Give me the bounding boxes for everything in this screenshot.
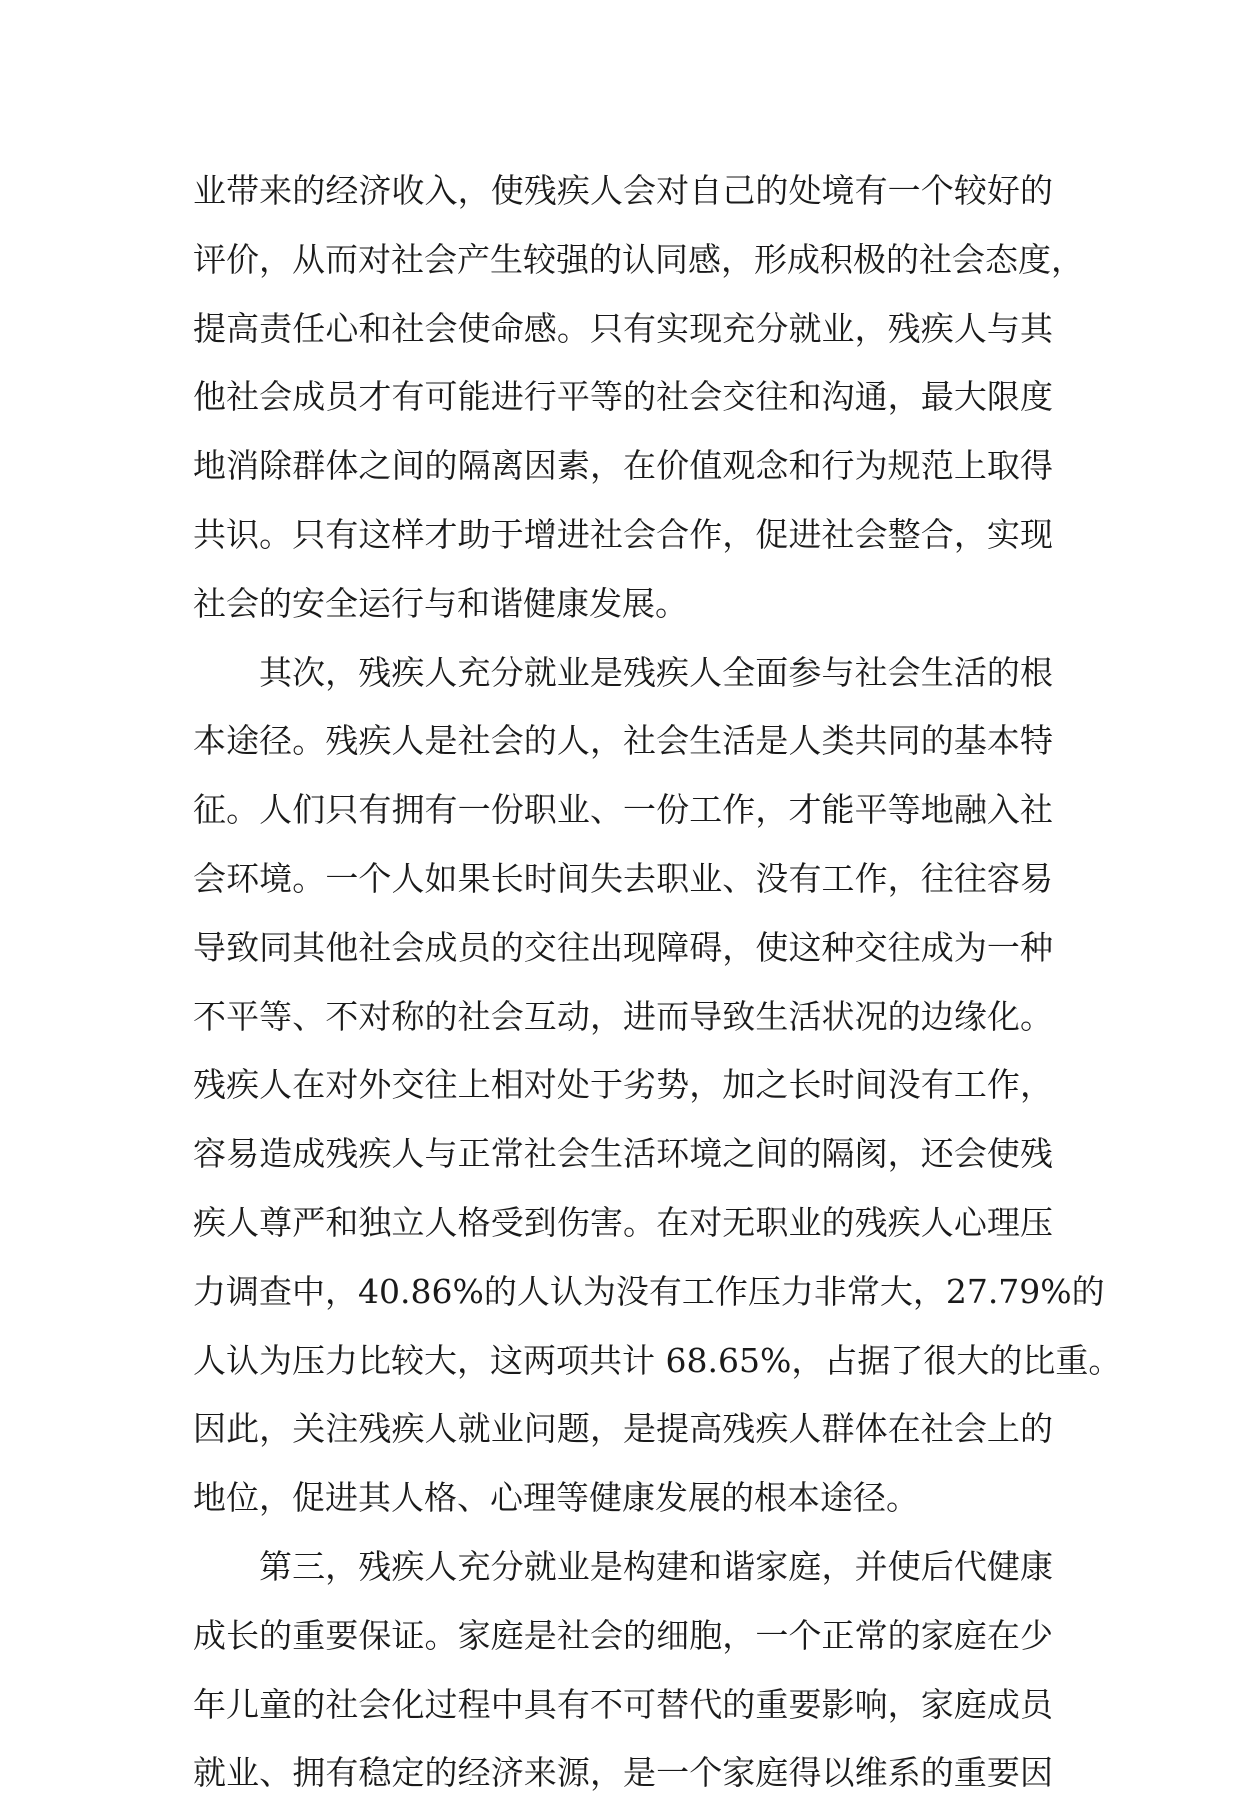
text-line: 评价，从而对社会产生较强的认同感，形成积极的社会态度，: [193, 239, 1084, 279]
body-text: [193, 157, 1122, 1808]
text-line: 导致同其他社会成员的交往出现障碍，使这种交往成为一种: [193, 927, 1053, 967]
text-line: 容易造成残疾人与正常社会生活环境之间的隔阂，还会使残: [193, 1134, 1053, 1174]
text-line: 就业、拥有稳定的经济来源，是一个家庭得以维系的重要因: [193, 1753, 1053, 1793]
text-line: 共识。只有这样才助于增进社会合作，促进社会整合，实现: [193, 514, 1053, 554]
text-line: 年儿童的社会化过程中具有不可替代的重要影响，家庭成员: [193, 1684, 1053, 1724]
paragraph-first-line: 第三，残疾人充分就业是构建和谐家庭，并使后代健康: [259, 1546, 1053, 1586]
text-line: 提高责任心和社会使命感。只有实现充分就业，残疾人与其: [193, 308, 1053, 348]
text-line: 社会的安全运行与和谐健康发展。: [193, 583, 688, 623]
text-line: 不平等、不对称的社会互动，进而导致生活状况的边缘化。: [193, 996, 1053, 1036]
text-line: 因此，关注残疾人就业问题，是提高残疾人群体在社会上的: [193, 1409, 1053, 1449]
text-line: 残疾人在对外交往上相对处于劣势，加之长时间没有工作，: [193, 1065, 1053, 1105]
paragraph-first-line: 其次，残疾人充分就业是残疾人全面参与社会生活的根: [259, 652, 1053, 692]
text-line: 征。人们只有拥有一份职业、一份工作，才能平等地融入社: [193, 790, 1053, 830]
text-line: 力调查中，40.86%的人认为没有工作压力非常大，27.79%的: [193, 1271, 1105, 1311]
text-line: 会环境。一个人如果长时间失去职业、没有工作，往往容易: [193, 858, 1053, 898]
text-line: 本途径。残疾人是社会的人，社会生活是人类共同的基本特: [193, 721, 1053, 761]
text-line: 地位，促进其人格、心理等健康发展的根本途径。: [193, 1478, 919, 1518]
text-line: 成长的重要保证。家庭是社会的细胞，一个正常的家庭在少: [193, 1615, 1053, 1655]
text-line: 疾人尊严和独立人格受到伤害。在对无职业的残疾人心理压: [193, 1202, 1053, 1242]
text-line: 业带来的经济收入，使残疾人会对自己的处境有一个较好的: [193, 171, 1053, 210]
text-line: 地消除群体之间的隔离因素，在价值观念和行为规范上取得: [193, 446, 1053, 486]
text-line: 他社会成员才有可能进行平等的社会交往和沟通，最大限度: [193, 377, 1053, 417]
text-line: 人认为压力比较大，这两项共计 68.65%，占据了很大的比重。: [193, 1340, 1122, 1380]
